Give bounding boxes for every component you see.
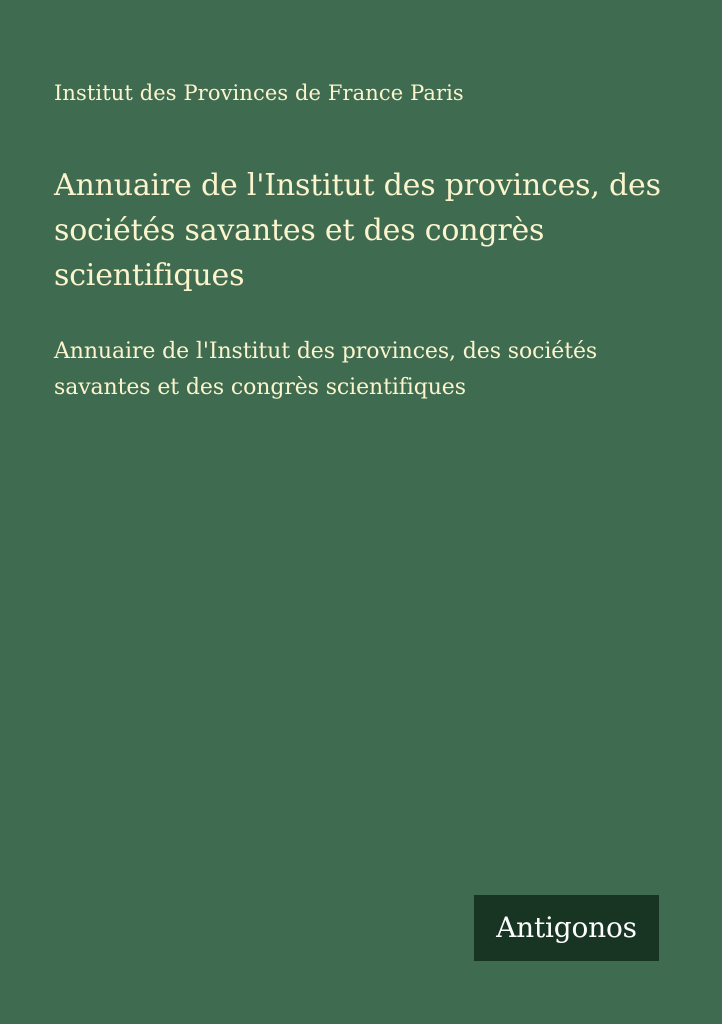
book-subtitle: Annuaire de l'Institut des provinces, des sociétés savantes et des congrès scientifiques xyxy=(54,339,598,400)
publisher-badge xyxy=(474,895,659,961)
publisher-name: Antigonos xyxy=(496,911,637,944)
author-line: Institut des Provinces de France Paris xyxy=(54,81,464,105)
book-title: Annuaire de l'Institut des provinces, des sociétés savantes et des congrès scientifiques xyxy=(54,168,661,293)
